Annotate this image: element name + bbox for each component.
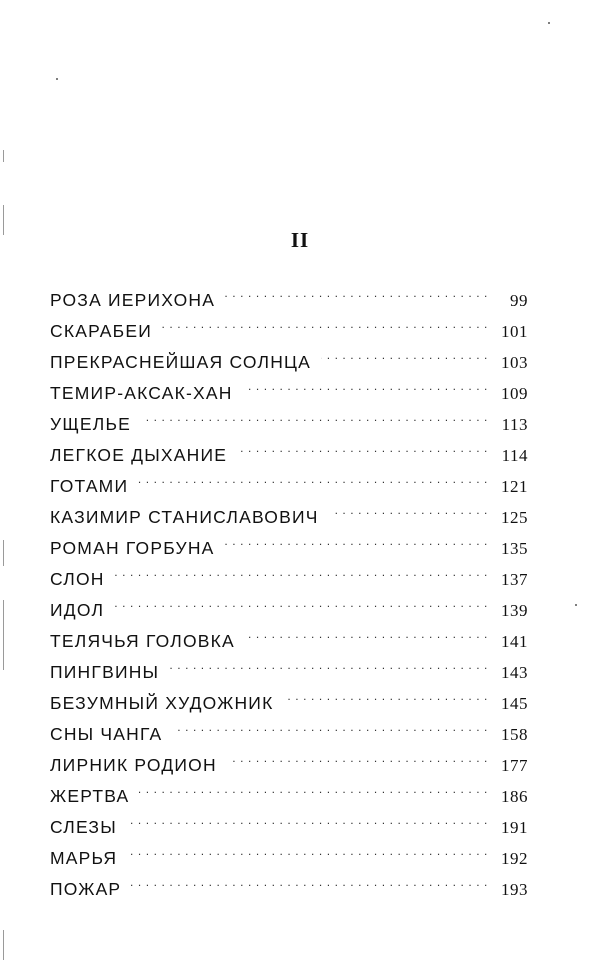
toc-entry-title: МАРЬЯ xyxy=(50,848,118,868)
toc-entry-page-number: 141 xyxy=(501,632,528,651)
dot-leader xyxy=(127,833,488,864)
toc-entry-page-number: 186 xyxy=(501,787,528,806)
scan-edge-mark xyxy=(3,600,4,670)
dot-leader xyxy=(237,430,488,461)
toc-entry-title: ТЕЛЯЧЬЯ ГОЛОВКА xyxy=(50,631,235,651)
toc-entry-page-number: 137 xyxy=(501,570,528,589)
toc-entry-page-number: 121 xyxy=(501,477,528,496)
toc-entry-page-number: 99 xyxy=(510,291,528,310)
dot-leader xyxy=(227,740,488,771)
scan-speck xyxy=(548,22,550,24)
dot-leader xyxy=(169,647,488,678)
toc-entry-title: ТЕМИР-АКСАК-ХАН xyxy=(50,383,233,403)
toc-entry-title: ПИНГВИНЫ xyxy=(50,662,160,682)
toc-entry-page-number: 193 xyxy=(501,880,528,899)
toc-entry-page-number: 103 xyxy=(501,353,528,372)
dot-leader xyxy=(114,585,488,616)
toc-entry-page-number: 192 xyxy=(501,849,528,868)
dot-leader xyxy=(127,802,488,833)
dot-leader xyxy=(225,523,488,554)
toc-entry-title: КАЗИМИР СТАНИСЛАВОВИЧ xyxy=(50,507,319,527)
toc-entry-title: РОМАН ГОРБУНА xyxy=(50,538,215,558)
toc-entry xyxy=(50,554,528,589)
dot-leader xyxy=(329,492,488,523)
scan-speck xyxy=(575,604,577,606)
dot-leader xyxy=(283,678,488,709)
toc-entry-title: БЕЗУМНЫЙ ХУДОЖНИК xyxy=(50,693,274,713)
scan-edge-mark xyxy=(3,930,4,960)
toc-entry-page-number: 101 xyxy=(501,322,528,341)
dot-leader xyxy=(243,368,488,399)
toc-entry-title: ГОТАМИ xyxy=(50,476,129,496)
dot-leader xyxy=(172,709,488,740)
toc-entry-page-number: 143 xyxy=(501,663,528,682)
toc-entry-title: СНЫ ЧАНГА xyxy=(50,724,163,744)
dot-leader xyxy=(162,306,488,337)
toc-entry-title: СЛЕЗЫ xyxy=(50,817,117,837)
toc-entry-page-number: 191 xyxy=(501,818,528,837)
toc-entry-page-number: 135 xyxy=(501,539,528,558)
scan-edge-mark xyxy=(3,540,4,566)
toc-entry-title: ПОЖАР xyxy=(50,879,122,899)
toc-entry-title: СКАРАБЕИ xyxy=(50,321,153,341)
toc-entry-title: УЩЕЛЬЕ xyxy=(50,414,132,434)
toc-entry-page-number: 145 xyxy=(501,694,528,713)
table-of-contents xyxy=(50,275,528,899)
toc-entry-title: СЛОН xyxy=(50,569,105,589)
toc-entry-page-number: 177 xyxy=(501,756,528,775)
dot-leader xyxy=(138,461,488,492)
dot-leader xyxy=(141,399,488,430)
toc-entry-page-number: 113 xyxy=(501,415,528,434)
dot-leader xyxy=(139,771,488,802)
toc-entry xyxy=(50,585,528,620)
scan-speck xyxy=(56,78,58,80)
toc-entry-title: ПРЕКРАСНЕЙШАЯ СОЛНЦА xyxy=(50,352,312,372)
toc-entry-page-number: 139 xyxy=(501,601,528,620)
toc-entry-page-number: 158 xyxy=(501,725,528,744)
toc-entry-title: ИДОЛ xyxy=(50,600,105,620)
toc-entry-title: ЛЕГКОЕ ДЫХАНИЕ xyxy=(50,445,228,465)
toc-entry xyxy=(50,616,528,651)
toc-entry-page-number: 109 xyxy=(501,384,528,403)
dot-leader xyxy=(115,554,488,585)
toc-entry-title: РОЗА ИЕРИХОНА xyxy=(50,290,216,310)
dot-leader xyxy=(245,616,488,647)
scan-edge-mark xyxy=(3,150,4,162)
toc-entry-title: ЛИРНИК РОДИОН xyxy=(50,755,217,775)
toc-entry-page-number: 114 xyxy=(501,446,528,465)
dot-leader xyxy=(131,864,488,895)
toc-entry-page-number: 125 xyxy=(501,508,528,527)
dot-leader xyxy=(321,337,488,368)
toc-entry-title: ЖЕРТВА xyxy=(50,786,130,806)
dot-leader xyxy=(225,275,488,306)
section-heading: II xyxy=(290,228,310,252)
toc-entry xyxy=(50,275,528,310)
